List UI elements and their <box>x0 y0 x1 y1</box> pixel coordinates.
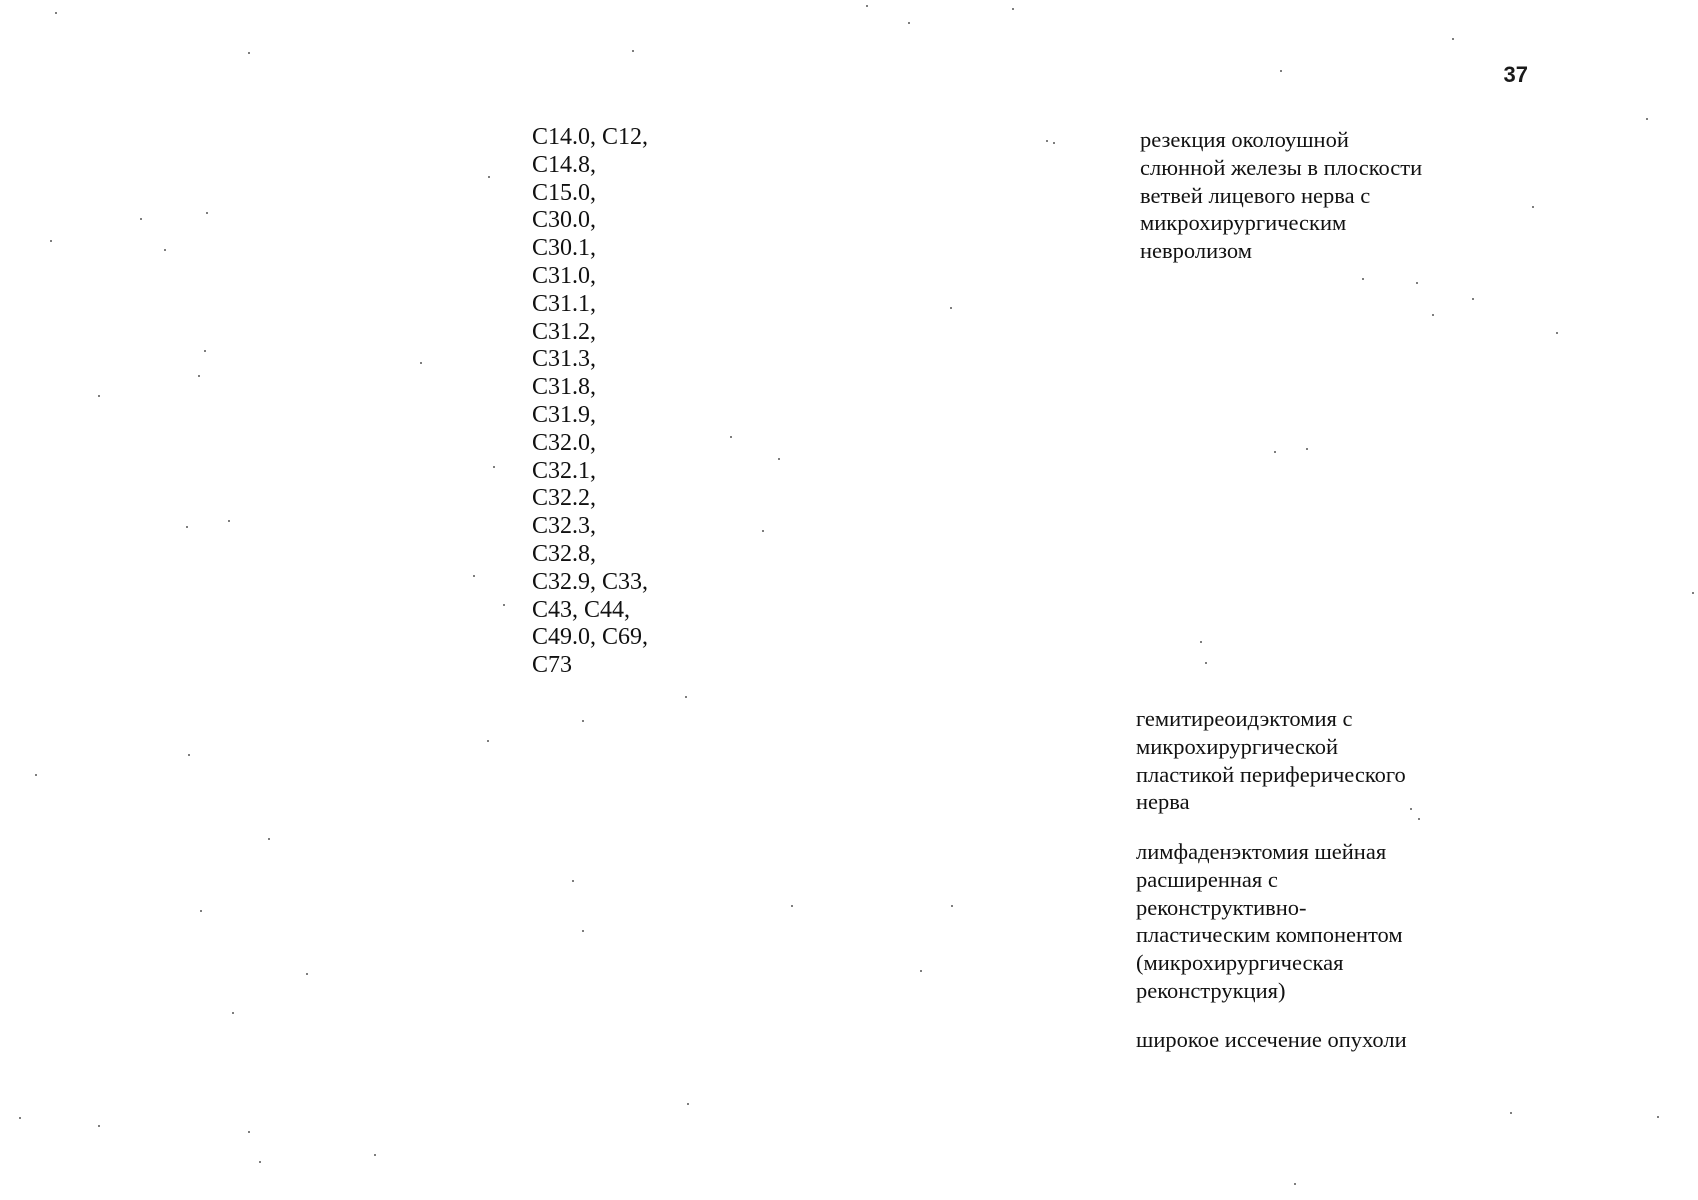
scan-speck <box>1452 38 1454 40</box>
scan-speck <box>1472 298 1474 300</box>
scan-speck <box>1362 278 1364 280</box>
icd-code-line: C14.8, <box>532 151 597 178</box>
icd-codes-column <box>532 124 752 680</box>
scan-speck <box>582 720 584 722</box>
procedure-lymphadenectomy <box>1136 838 1466 1005</box>
icd-code-line: C31.8, <box>532 374 597 401</box>
scan-speck <box>200 910 202 912</box>
scan-speck <box>420 362 422 364</box>
scan-speck <box>488 176 490 178</box>
icd-code-line: C32.3, <box>532 513 597 540</box>
scan-speck <box>248 52 250 54</box>
procedure-line: (микрохирургическая <box>1136 950 1344 976</box>
scan-speck <box>19 1117 21 1119</box>
procedure-wide-excision <box>1136 1026 1466 1054</box>
scan-speck <box>198 375 200 377</box>
procedure-line: ветвей лицевого нерва с <box>1140 182 1371 208</box>
scan-speck <box>582 930 584 932</box>
icd-code-line: C32.8, <box>532 540 597 567</box>
scan-speck <box>374 1154 376 1156</box>
icd-code-line: C30.1, <box>532 235 597 262</box>
scan-speck <box>473 575 475 577</box>
procedure-hemithyroidectomy <box>1136 705 1466 816</box>
scan-speck <box>306 973 308 975</box>
procedure-line: лимфаденэктомия шейная <box>1136 839 1387 864</box>
icd-code-line: C30.0, <box>532 207 597 234</box>
scan-speck <box>1294 1183 1296 1185</box>
scan-speck <box>268 838 270 840</box>
scan-speck <box>140 218 142 220</box>
scan-speck <box>1432 314 1434 316</box>
procedure-line: гемитиреоидэктомия с <box>1136 706 1353 731</box>
scan-speck <box>1274 451 1276 453</box>
scan-speck <box>98 395 100 397</box>
page-number: 37 <box>1503 62 1528 87</box>
scan-speck <box>493 466 495 468</box>
scan-speck <box>259 1161 261 1163</box>
procedure-line: расширенная с <box>1136 866 1278 892</box>
scan-speck <box>204 350 206 352</box>
scan-speck <box>1053 142 1055 144</box>
scan-speck <box>1012 8 1014 10</box>
procedure-line: микрохирургической <box>1136 733 1339 759</box>
procedure-line: микрохирургическим <box>1140 210 1347 236</box>
procedure-parotid-resection <box>1140 126 1470 265</box>
scan-speck <box>1416 282 1418 284</box>
scan-speck <box>35 774 37 776</box>
scan-speck <box>50 240 52 242</box>
scan-speck <box>248 1131 250 1133</box>
scan-speck <box>1205 662 1207 664</box>
scan-speck <box>1410 808 1412 810</box>
procedure-line: пластикой периферического <box>1136 761 1406 787</box>
procedure-line: пластическим компонентом <box>1136 922 1403 948</box>
procedure-line: невролизом <box>1140 238 1252 264</box>
icd-code-line: C32.0, <box>532 429 597 456</box>
procedure-line: реконструктивно- <box>1136 894 1307 920</box>
scan-speck <box>186 526 188 528</box>
scan-speck <box>232 1012 234 1014</box>
procedure-line: слюнной железы в плоскости <box>1140 154 1423 180</box>
icd-code-line: C73 <box>532 652 573 679</box>
procedure-line: широкое иссечение опухоли <box>1136 1027 1407 1052</box>
scan-speck <box>487 740 489 742</box>
icd-code-line: C49.0, C69, <box>532 624 649 651</box>
scan-speck <box>1510 1112 1512 1114</box>
scan-speck <box>908 22 910 24</box>
icd-code-line: C31.2, <box>532 318 597 345</box>
scan-speck <box>1200 641 1202 643</box>
scan-speck <box>778 458 780 460</box>
scan-speck <box>685 696 687 698</box>
icd-code-line: C14.0, C12, <box>532 124 649 150</box>
scan-speck <box>164 249 166 251</box>
scan-speck <box>206 212 208 214</box>
icd-code-line: C32.1, <box>532 457 597 484</box>
scan-speck <box>1306 448 1308 450</box>
scan-speck <box>228 520 230 522</box>
scan-speck <box>950 307 952 309</box>
scan-speck <box>866 5 868 7</box>
scan-speck <box>188 754 190 756</box>
icd-code-line: C32.9, C33, <box>532 568 649 595</box>
scan-speck <box>951 905 953 907</box>
scan-speck <box>1657 1116 1659 1118</box>
scan-speck <box>55 12 57 14</box>
scan-speck <box>920 970 922 972</box>
scan-speck <box>1556 332 1558 334</box>
icd-code-line: C31.9, <box>532 401 597 428</box>
icd-code-line: C32.2, <box>532 485 597 512</box>
scan-speck <box>1646 118 1648 120</box>
scan-speck <box>1692 592 1694 594</box>
scan-speck <box>1280 70 1282 72</box>
procedure-line: резекция околоушной <box>1140 127 1349 152</box>
scan-speck <box>791 905 793 907</box>
scan-speck <box>730 436 732 438</box>
icd-code-line: C15.0, <box>532 179 597 206</box>
scan-speck <box>98 1125 100 1127</box>
procedure-line: нерва <box>1136 789 1190 815</box>
scan-speck <box>1532 206 1534 208</box>
scan-speck <box>632 50 634 52</box>
scan-speck <box>762 530 764 532</box>
procedure-line: реконструкция) <box>1136 977 1286 1003</box>
scan-speck <box>687 1103 689 1105</box>
icd-code-line: C31.0, <box>532 262 597 289</box>
scan-speck <box>1046 140 1048 142</box>
scan-speck <box>1418 818 1420 820</box>
icd-code-line: C31.1, <box>532 290 597 317</box>
scan-speck <box>503 604 505 606</box>
icd-code-line: C31.3, <box>532 346 597 373</box>
icd-code-line: C43, C44, <box>532 596 631 623</box>
scan-speck <box>572 880 574 882</box>
